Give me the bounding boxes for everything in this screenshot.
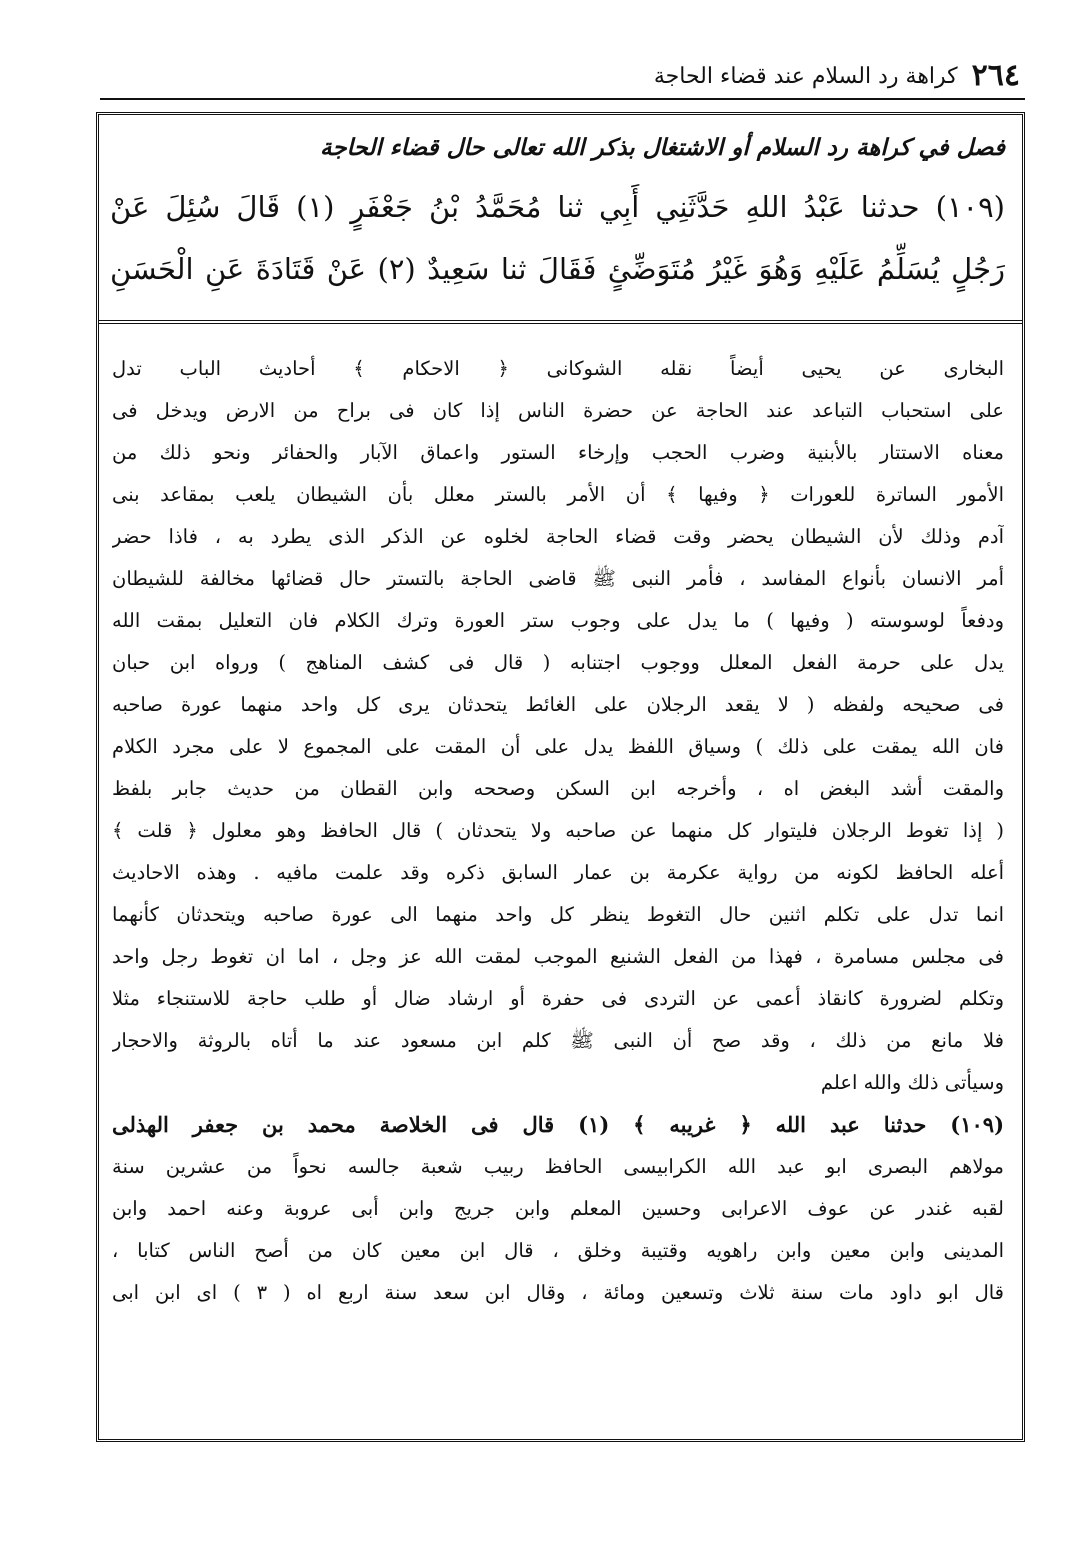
commentary-line: أعله الحافظ لكونه من رواية عكرمة بن عمار السابق ذكره وقد علمت مافيه . وهذه الاحاديث [112, 861, 1004, 884]
commentary-line: ( إذا تغوط الرجلان فليتوار كل منهما عن صاحبه ولا يتحدثان ) قال الحافظ وهو معلول ﴿ قلت ﴾ [112, 819, 1004, 842]
hadith-text [110, 176, 1005, 300]
commentary-line: المدينى وابن معين وابن راهويه وقتيبة وخلق ، قال ابن معين كان من أصح الناس كتابا ، [112, 1239, 1004, 1262]
commentary-line: فلا مانع من ذلك ، وقد صح أن النبى ﷺ كلم ابن مسعود عند ما أتاه بالروثة والاحجار [112, 1029, 1004, 1052]
commentary-line: على استحباب التباعد عند الحاجة عن حضرة الناس إذا كان فى براح من الارض ويدخل فى [112, 399, 1004, 422]
commentary-line: ودفعاً لوسوسته ( وفيها ) ما يدل على وجوب ستر العورة وترك الكلام فان التعليل بمقت الله [112, 609, 1004, 632]
running-title: كراهة رد السلام عند قضاء الحاجة [653, 64, 958, 89]
commentary-line: انما تدل على تكلم اثنين حال التغوط ينظر كل واحد منهما الى عورة صاحبه ويتحدثان كأنهما [112, 903, 1004, 926]
section-title: فصل في كراهة رد السلام أو الاشتغال بذكر الله تعالى حال قضاء الحاجة [319, 134, 1005, 161]
commentary-line: يدل على حرمة الفعل المعلل ووجوب اجتنابه ( قال فى كشف المناهج ) ورواه ابن حبان [112, 651, 1004, 674]
commentary-line: أمر الانسان بأنواع المفاسد ، فأمر النبى ﷺ قاضى الحاجة بالتستر حال قضائها مخالفة للشيطان [112, 567, 1004, 590]
section-divider [98, 320, 1023, 336]
page-number: ٢٦٤ [971, 58, 1020, 93]
commentary-line: مولاهم البصرى ابو عبد الله الكرابيسى الحافظ ربيب شعبة جالسه نحواً من عشرين سنة [112, 1155, 1004, 1178]
commentary-line: فى مجلس مسامرة ، فهذا من الفعل الشنيع الموجب لمقت الله عز وجل ، اما ان تغوط رجل واحد [112, 945, 1004, 968]
commentary-line: فى صحيحه ولفظه ( لا يقعد الرجلان على الغائط يتحدثان يرى كل واحد منهما عورة صاحبه [112, 693, 1004, 716]
commentary-line: والمقت أشد البغض اه ، وأخرجه ابن السكن وصححه وابن القطان من حديث جابر بلفظ [112, 777, 1004, 800]
commentary-line: البخارى عن يحيى أيضاً نقله الشوكانى ﴿ الاحكام ﴾ أحاديث الباب تدل [112, 357, 1004, 380]
commentary-line: وتكلم لضرورة كانقاذ أعمى عن التردى فى حفرة أو ارشاد ضال أو طلب حاجة للاستنجاء مثلا [112, 987, 1004, 1010]
hadith-line: رَجُلٍ يُسَلِّمُ عَلَيْهِ وَهُوَ غَيْرُ مُتَوَضِّئٍ فَقَالَ ثنا سَعِيدٌ (٢) عَنْ قَتَادَةَ عَنِ الْحَسَنِ [110, 252, 1005, 286]
commentary-line: فان الله يمقت على ذلك ) وسياق اللفظ يدل على أن المقت على المجموع لا على مجرد الكلام [112, 735, 1004, 758]
commentary-line: وسيأتى ذلك والله اعلم [820, 1071, 1004, 1094]
commentary-line: قال ابو داود مات سنة ثلاث وتسعين ومائة ، وقال ابن سعد سنة اربع اه ( ٣ ) اى ابن ابى [112, 1281, 1004, 1304]
commentary-line: معناه الاستتار بالأبنية وضرب الحجب وإرخاء الستور واعماق الآبار والحفائر ونحو ذلك من [112, 441, 1004, 464]
page-header [120, 58, 1020, 94]
commentary-line: الأمور الساترة للعورات ﴿ وفيها ﴾ أن الأمر بالستر معلل بأن الشيطان يلعب بمقاعد بنى [112, 483, 1004, 506]
commentary-line: لقبه غندر عن عوف الاعرابى وحسين المعلم وابن جريج وابن أبى عروبة وعنه احمد وابن [112, 1197, 1004, 1220]
hadith-line: (١٠٩) حدثنا عَبْدُ اللهِ حَدَّثَنِي أَبِي ثنا مُحَمَّدُ بْنُ جَعْفَرٍ (١) قَالَ سُئِلَ عَنْ [110, 190, 1005, 224]
commentary-text [112, 348, 1004, 1314]
commentary-line: آدم وذلك لأن الشيطان يحضر وقت قضاء الحاجة لخلوه عن الذكر الذى يطرد به ، فاذا حضر [112, 525, 1004, 548]
commentary-line: (١٠٩) حدثنا عبد الله ﴿ غريبه ﴾ (١) قال فى الخلاصة محمد بن جعفر الهذلى [112, 1112, 1004, 1137]
header-rule [100, 98, 1025, 100]
